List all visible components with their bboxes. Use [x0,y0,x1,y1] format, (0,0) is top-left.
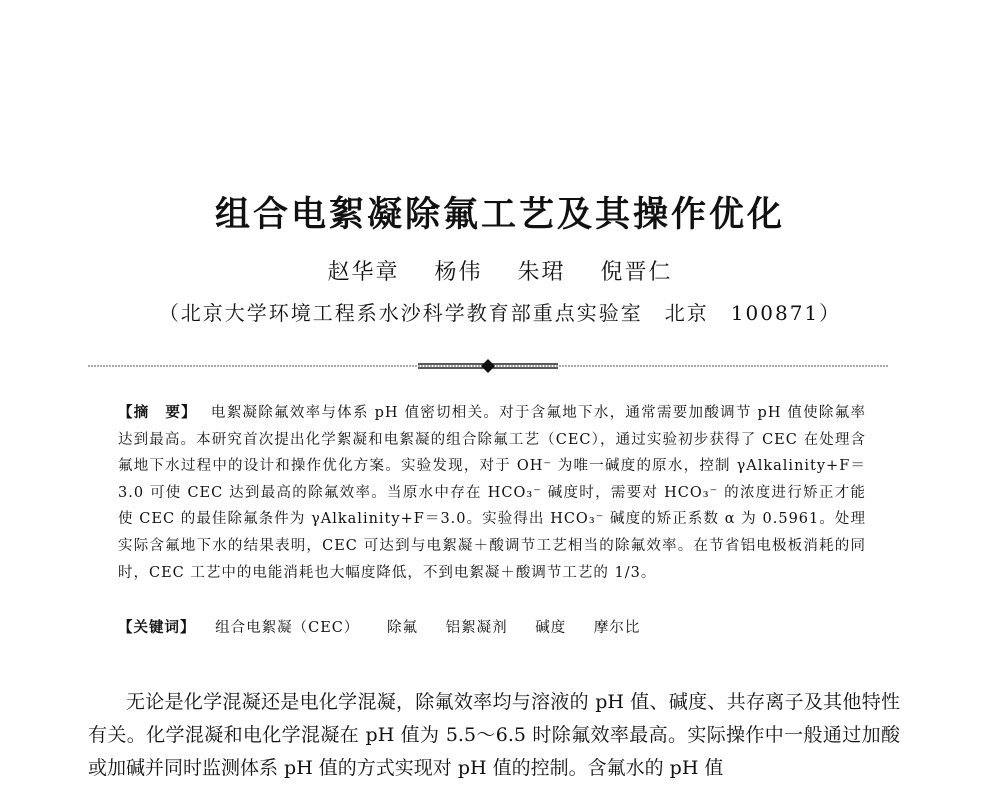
abstract-label: 【摘 要】 [118,405,197,421]
author-name: 杨伟 [434,260,483,285]
author-name: 赵华章 [327,260,400,285]
affiliation: （北京大学环境工程系水沙科学教育部重点实验室 北京 100871） [158,301,842,325]
author-name: 倪晋仁 [600,260,673,285]
keyword: 铝絮凝剂 [445,620,508,636]
author-list [0,258,1000,288]
keyword: 组合电絮凝（CEC） [215,620,360,636]
keyword: 摩尔比 [593,620,641,636]
author-name: 朱珺 [517,260,566,285]
ornamental-divider [88,356,888,376]
keywords-label: 【关键词】 [118,620,196,636]
keyword: 碱度 [535,620,567,636]
keywords [118,615,866,641]
abstract [118,400,866,586]
body-text [88,686,900,785]
keyword: 除氟 [387,620,418,636]
paper-title: 组合电絮凝除氟工艺及其操作优化 [214,195,785,235]
abstract-text: 电絮凝除氟效率与体系 pH 值密切相关。对于含氟地下水，通常需要加酸调节 pH 值使除氟率达到最高。本研究首次提出化学絮凝和电絮凝的组合除氟工艺（CEC），通过实验初步获得了 CEC 在处理含氟地下水过程中的设计和操作优化方案。实验发现，对于 OH⁻ 为唯一碱度的原水，控制 γAlkalinity+F＝3.0 可使 CEC 达到最高的除氟效率。当原水中存在 HCO₃⁻ 碱度时，需要对 HCO₃⁻ 的浓度进行矫正才能使 CEC 的最佳除氟条件为 γAlkalinity+F＝3.0。实验得出 HCO₃⁻ 碱度的矫正系数 α 为 0.5961。处理实际含氟地下水的结果表明，CEC 可达到与电絮凝＋酸调节工艺相当的除氟效率。在节省铝电极板消耗的同时，CEC 工艺中的电能消耗也大幅度降低，不到电絮凝＋酸调节工艺的 1/3。 [118,405,867,581]
body-paragraph: 无论是化学混凝还是电化学混凝，除氟效率均与溶液的 pH 值、碱度、共存离子及其他特性有关。化学混凝和电化学混凝在 pH 值为 5.5～6.5 时除氟效率最高。实际操作中一般通过加酸或加碱并同时监测体系 pH 值的方式实现对 pH 值的控制。含氟水的 pH 值 [88,691,900,779]
